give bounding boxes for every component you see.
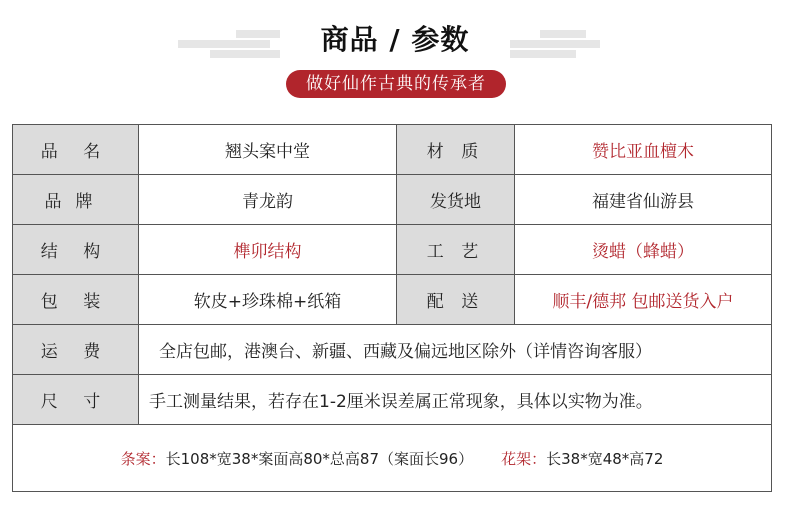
page-title: 商品 / 参数 xyxy=(320,23,470,56)
label-material: 材 质 xyxy=(397,125,515,174)
label-craft: 工 艺 xyxy=(397,225,515,274)
slogan-banner: 做好仙作古典的传承者 xyxy=(286,70,506,98)
value-size: 手工测量结果，若存在1-2厘米误差属正常现象，具体以实物为准。 xyxy=(149,392,653,412)
value-material: 赞比亚血檀木 xyxy=(592,142,694,162)
table-row xyxy=(13,125,771,175)
label-brand: 品牌 xyxy=(13,175,139,224)
dimensions-row xyxy=(13,425,771,491)
table-row xyxy=(13,225,771,275)
value-origin: 福建省仙游县 xyxy=(592,192,694,212)
label-shipping: 运 费 xyxy=(13,325,139,374)
label-origin: 发货地 xyxy=(397,175,515,224)
label-size: 尺 寸 xyxy=(13,375,139,424)
table-row xyxy=(13,325,771,375)
value-brand: 青龙韵 xyxy=(139,175,397,224)
label-structure: 结 构 xyxy=(13,225,139,274)
value-craft: 烫蜡（蜂蜡） xyxy=(592,242,694,262)
spec-table xyxy=(12,124,772,492)
page-header xyxy=(0,0,790,110)
label-name: 品 名 xyxy=(13,125,139,174)
value-packaging: 软皮+珍珠棉+纸箱 xyxy=(139,275,397,324)
label-packaging: 包 装 xyxy=(13,275,139,324)
table-dimensions-label: 条案： xyxy=(120,449,166,468)
table-row xyxy=(13,275,771,325)
value-delivery: 顺丰/德邦 包邮送货入户 xyxy=(552,292,734,312)
label-delivery: 配 送 xyxy=(397,275,515,324)
table-row xyxy=(13,175,771,225)
value-name: 翘头案中堂 xyxy=(139,125,397,174)
stand-dimensions-label: 花架： xyxy=(501,449,547,468)
value-structure: 榫卯结构 xyxy=(139,225,397,274)
table-row xyxy=(13,375,771,425)
value-shipping: 全店包邮，港澳台、新疆、西藏及偏远地区除外（详情咨询客服） xyxy=(159,342,652,362)
table-dimensions-value: 长108*宽38*案面高80*总高87（案面长96） xyxy=(165,449,474,468)
stand-dimensions-value: 长38*宽48*高72 xyxy=(546,449,664,468)
